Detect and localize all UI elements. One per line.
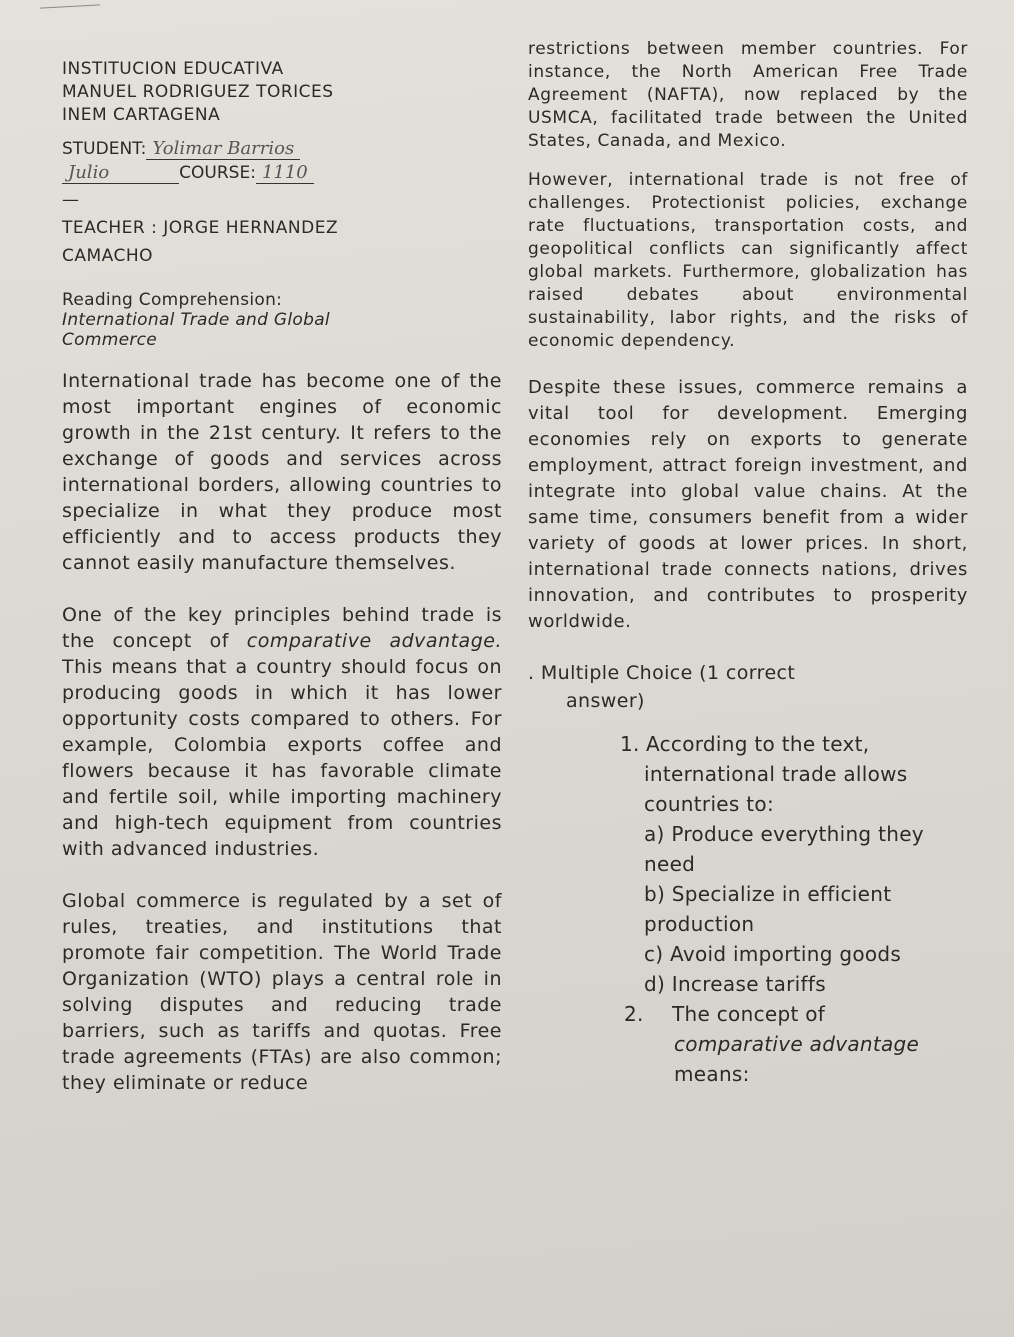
question-2-number: 2.	[624, 1002, 644, 1026]
teacher-name-line1: TEACHER : JORGE HERNANDEZ	[62, 218, 339, 238]
paragraph-challenges: However, international trade is not free of challenges. Protectionist policies, exchange rate fluctuations, transportation costs, and geopolitical conflicts can significantly affect global markets. Furthermore, globalization has raised debates about environmental sustainability, labor rights, and the risks of economic dependency.	[528, 170, 968, 351]
multiple-choice-heading	[528, 659, 968, 715]
separator-dash: —	[62, 190, 79, 210]
right-column	[528, 38, 968, 1089]
question-1-option-a: a) Produce everything they	[644, 822, 924, 846]
question-1-option-c: c) Avoid importing goods	[644, 942, 902, 966]
course-label: COURSE:	[179, 163, 256, 183]
student-name-continued-handwritten: Julio	[62, 162, 179, 184]
paragraph-trade-agreements: restrictions between member countries. For instance, the North American Free Trade Agreement (NAFTA), now replaced by the USMCA, facilitated trade between the United States, Canada, and Mexico.	[528, 39, 968, 151]
left-column	[62, 58, 502, 1096]
course-field	[62, 161, 502, 185]
question-1-option-d: d) Increase tariffs	[644, 972, 826, 996]
page-edge-line	[40, 4, 100, 8]
question-1-text-line3: countries to:	[644, 792, 775, 816]
multiple-choice-heading-line2: answer)	[566, 690, 645, 712]
school-name-line3: INEM CARTAGENA	[62, 105, 221, 125]
comparative-advantage-term: comparative advantage.	[246, 630, 502, 652]
reading-subtitle-line1: International Trade and Global	[62, 310, 330, 330]
paragraph-comparative-advantage-rest: This means that a country should focus on producing goods in which it has lower opportunity costs compared to others. For example, Colombia exports coffee and flowers because it has favorable climate and fertile soil, while importing machinery and high-tech equipment from countries with advanced industries.	[62, 656, 502, 860]
question-2-text-line1: The concept of	[672, 1002, 826, 1026]
course-value-handwritten: 1110	[256, 162, 314, 184]
question-1-text-line2: international trade allows	[644, 762, 908, 786]
multiple-choice-heading-line1: . Multiple Choice (1 correct	[528, 662, 796, 684]
question-1-option-a-cont: need	[644, 852, 696, 876]
question-1-option-b: b) Specialize in efficient	[644, 882, 892, 906]
reading-title: Reading Comprehension:	[62, 290, 283, 310]
paragraph-development: Despite these issues, commerce remains a vital tool for development. Emerging economies rely on exports to generate employment, attract foreign investment, and integrate into global value chains. At the same time, consumers benefit from a wider variety of goods at lower prices. In short, international trade connects nations, drives innovation, and contributes to prosperity worldwide.	[528, 377, 968, 632]
question-2-text-line3: means:	[674, 1062, 750, 1086]
paragraph-intro: International trade has become one of the most important engines of economic growth in the 21st century. It refers to the exchange of goods and services across international borders, allowing countries to specialize in what they produce most efficiently and to access products they cannot easily manufacture themselves.	[62, 370, 502, 574]
reading-subtitle-line2: Commerce	[62, 330, 158, 350]
question-2	[528, 999, 968, 1029]
teacher-name-line2: CAMACHO	[62, 246, 154, 266]
paragraph-comparative-advantage	[62, 602, 502, 862]
question-1	[528, 729, 968, 759]
question-1-option-b-cont: production	[644, 912, 755, 936]
school-name-line2: MANUEL RODRIGUEZ TORICES	[62, 82, 334, 102]
school-name-line1: INSTITUCION EDUCATIVA	[62, 59, 284, 79]
question-2-text-line2: comparative advantage	[674, 1032, 920, 1056]
question-1-number: 1.	[620, 732, 640, 756]
paragraph-comparative-advantage-start: One of the key principles behind trade is the concept of	[62, 604, 502, 652]
student-field	[62, 137, 502, 161]
student-label: STUDENT:	[62, 139, 147, 159]
student-name-handwritten: Yolimar Barrios	[146, 138, 300, 160]
paragraph-global-commerce: Global commerce is regulated by a set of rules, treaties, and institutions that promote fair competition. The World Trade Organization (WTO) plays a central role in solving disputes and reducing trade barriers, such as tariffs and quotas. Free trade agreements (FTAs) are also common; they eliminate or reduce	[62, 890, 502, 1094]
question-1-text-line1: According to the text,	[646, 732, 870, 756]
